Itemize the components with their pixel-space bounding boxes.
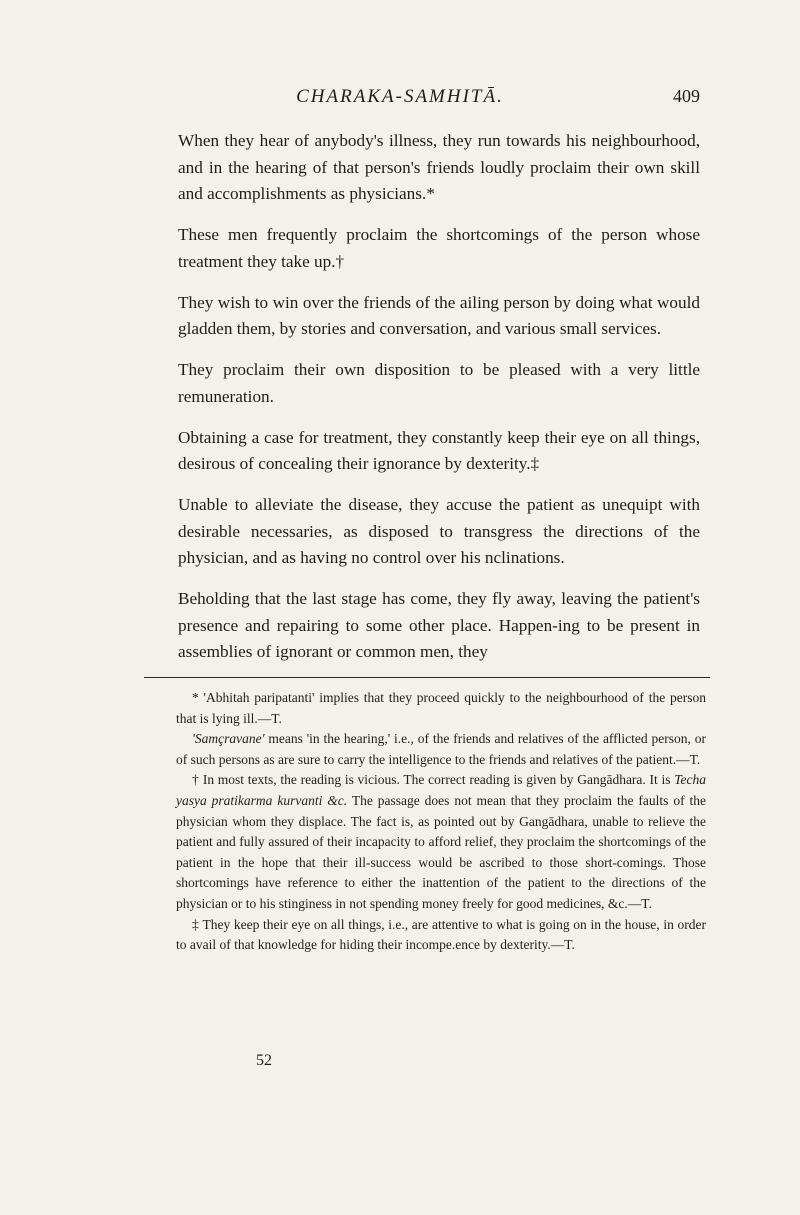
footnote: * 'Abhitah paripatanti' implies that they proceed quickly to the neighbourhood of the person that is lying ill.—T.: [176, 690, 706, 726]
footnote-term: Techa yasya pratikarma kurvanti &c.: [176, 772, 706, 808]
paragraph: Obtaining a case for treatment, they constantly keep their eye on all things, desirous of concealing their ignorance by dexterity.‡: [178, 427, 700, 473]
footnote-divider: [144, 677, 710, 678]
signature-mark: 52: [256, 1052, 272, 1069]
paragraph: Beholding that the last stage has come, they fly away, leaving the patient's presence and repairing to some other place. Happen-ing to be present in assemblies of ignorant or common men, they: [178, 589, 700, 661]
paragraph: Unable to alleviate the disease, they accuse the patient as unequipt with desirable necessaries, as disposed to transgress the directions of the physician, and as having no control over his nclinations.: [178, 495, 700, 567]
footnote-text: means 'in the hearing,' i.e., of the friends and relatives of the afflicted person, or of such persons as are sure to carry the intelligence to the friends and relatives of the patient.—T.: [176, 731, 706, 767]
footnote: ‡ They keep their eye on all things, i.e., are attentive to what is going on in the house, in order to avail of that knowledge for hiding their incompe.ence by dexterity.—T.: [176, 916, 706, 953]
footnote-text: The passage does not mean that they proclaim the faults of the physician whom they displace. The fact is, as pointed out by Gangādhara, unable to relieve the patient and fully assured of their incapacity to afford relief, they proclaim the shortcomings of the patient in the hope that their ill-success would be ascribed to those short-comings. Those shortcomings have reference to either the inattention of the patient to the directions of the physician or to his stinginess in not spending money freely for good medicines, &c.—T.: [176, 792, 706, 911]
footnote: [176, 770, 706, 914]
footnote: [176, 729, 706, 770]
main-text: [178, 128, 700, 680]
page-number: 409: [673, 86, 700, 106]
footnotes: [176, 688, 706, 956]
paragraph: When they hear of anybody's illness, they run towards his neighbourhood, and in the hearing of that person's friends loudly proclaim their own skill and accomplishments as physicians.*: [178, 131, 700, 203]
footnote-term: 'Samçravane': [192, 731, 265, 747]
paragraph: They wish to win over the friends of the ailing person by doing what would gladden them, by stories and conversation, and various small services.: [178, 292, 700, 338]
footnote-text: † In most texts, the reading is vicious. The correct reading is given by Gangādhara. It is: [192, 772, 675, 788]
running-title: CHARAKA-SAMHITĀ.: [296, 86, 504, 107]
paragraph: These men frequently proclaim the shortcomings of the person whose treatment they take up.†: [178, 225, 700, 271]
paragraph: They proclaim their own disposition to be pleased with a very little remuneration.: [178, 360, 700, 406]
